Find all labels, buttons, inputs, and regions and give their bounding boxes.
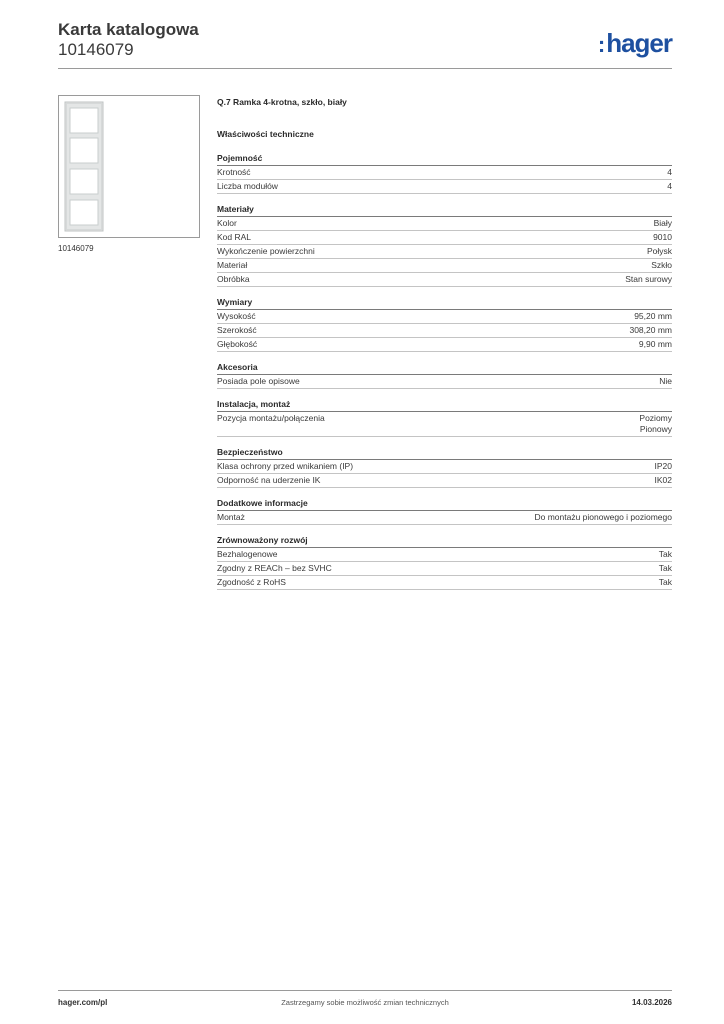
quadruple-frame-icon xyxy=(59,96,199,237)
row-label: Zgodny z REACh – bez SVHC xyxy=(217,563,332,573)
row-label: Odporność na uderzenie IK xyxy=(217,475,321,485)
table-row xyxy=(217,511,672,525)
product-details xyxy=(217,96,672,590)
page-title: Karta katalogowa xyxy=(58,20,199,39)
image-caption: 10146079 xyxy=(58,244,94,253)
header-divider xyxy=(58,68,672,69)
section-sustainability xyxy=(217,535,672,590)
document-date: 14.03.2026 xyxy=(631,998,672,1007)
row-value: 308,20 mm xyxy=(629,325,672,335)
table-row xyxy=(217,562,672,576)
row-value xyxy=(639,413,672,435)
page-header xyxy=(58,20,672,60)
row-label: Krotność xyxy=(217,167,251,177)
section-materials xyxy=(217,204,672,287)
table-row xyxy=(217,166,672,180)
section-title: Materiały xyxy=(217,204,672,217)
row-value: 4 xyxy=(667,181,672,191)
row-value: IP20 xyxy=(654,461,672,471)
section-safety xyxy=(217,447,672,488)
row-label: Posiada pole opisowe xyxy=(217,376,300,386)
row-label: Bezhalogenowe xyxy=(217,549,278,559)
row-label: Kolor xyxy=(217,218,237,228)
row-value: Do montażu pionowego i poziomego xyxy=(534,512,672,522)
row-label: Materiał xyxy=(217,260,248,270)
row-value: Nie xyxy=(659,376,672,386)
row-label: Wykończenie powierzchni xyxy=(217,246,315,256)
section-installation xyxy=(217,399,672,437)
row-value-line: Poziomy xyxy=(639,413,672,423)
row-value: 9,90 mm xyxy=(638,339,672,349)
row-label: Głębokość xyxy=(217,339,258,349)
row-value: Tak xyxy=(658,563,672,573)
table-row xyxy=(217,412,672,437)
table-row xyxy=(217,310,672,324)
table-row xyxy=(217,273,672,287)
table-row xyxy=(217,474,672,488)
row-value: 9010 xyxy=(653,232,672,242)
section-capacity xyxy=(217,153,672,194)
footer-divider xyxy=(58,990,672,991)
logo-dots-icon: : xyxy=(597,32,606,57)
table-row xyxy=(217,460,672,474)
row-label: Zgodność z RoHS xyxy=(217,577,286,587)
table-row xyxy=(217,375,672,389)
row-value: Tak xyxy=(658,577,672,587)
table-row xyxy=(217,576,672,590)
website-link[interactable]: hager.com/pl xyxy=(58,998,108,1007)
row-label: Liczba modułów xyxy=(217,181,278,191)
product-name: Q.7 Ramka 4-krotna, szkło, biały xyxy=(217,97,347,107)
row-value: 4 xyxy=(667,167,672,177)
disclaimer-text: Zastrzegamy sobie możliwość zmian technicznych xyxy=(281,998,449,1007)
row-value: Szkło xyxy=(651,260,672,270)
row-value: Tak xyxy=(658,549,672,559)
row-value: 95,20 mm xyxy=(634,311,672,321)
row-value: Biały xyxy=(653,218,672,228)
logo-text: hager xyxy=(606,28,672,58)
row-label: Klasa ochrony przed wnikaniem (IP) xyxy=(217,461,354,471)
row-value-line: Pionowy xyxy=(639,424,672,434)
row-label: Szerokość xyxy=(217,325,257,335)
section-title: Instalacja, montaż xyxy=(217,399,672,412)
row-value: Stan surowy xyxy=(625,274,672,284)
section-title: Zrównoważony rozwój xyxy=(217,535,672,548)
product-image xyxy=(58,95,200,238)
row-label: Wysokość xyxy=(217,311,256,321)
hager-logo xyxy=(598,28,672,59)
table-row xyxy=(217,548,672,562)
section-accessories xyxy=(217,362,672,389)
table-row xyxy=(217,259,672,273)
table-row xyxy=(217,245,672,259)
section-title: Pojemność xyxy=(217,153,672,166)
row-label: Kod RAL xyxy=(217,232,252,242)
section-dimensions xyxy=(217,297,672,352)
document-number: 10146079 xyxy=(58,40,134,59)
section-title: Dodatkowe informacje xyxy=(217,498,672,511)
row-value: IK02 xyxy=(654,475,672,485)
table-row xyxy=(217,231,672,245)
row-value: Połysk xyxy=(646,246,672,256)
section-title: Akcesoria xyxy=(217,362,672,375)
row-label: Pozycja montażu/połączenia xyxy=(217,413,325,423)
table-row xyxy=(217,324,672,338)
section-title: Bezpieczeństwo xyxy=(217,447,672,460)
technical-properties-heading: Właściwości techniczne xyxy=(217,129,314,139)
table-row xyxy=(217,180,672,194)
table-row xyxy=(217,338,672,352)
table-row xyxy=(217,217,672,231)
section-title: Wymiary xyxy=(217,297,672,310)
section-additional-info xyxy=(217,498,672,525)
row-label: Obróbka xyxy=(217,274,250,284)
row-label: Montaż xyxy=(217,512,245,522)
